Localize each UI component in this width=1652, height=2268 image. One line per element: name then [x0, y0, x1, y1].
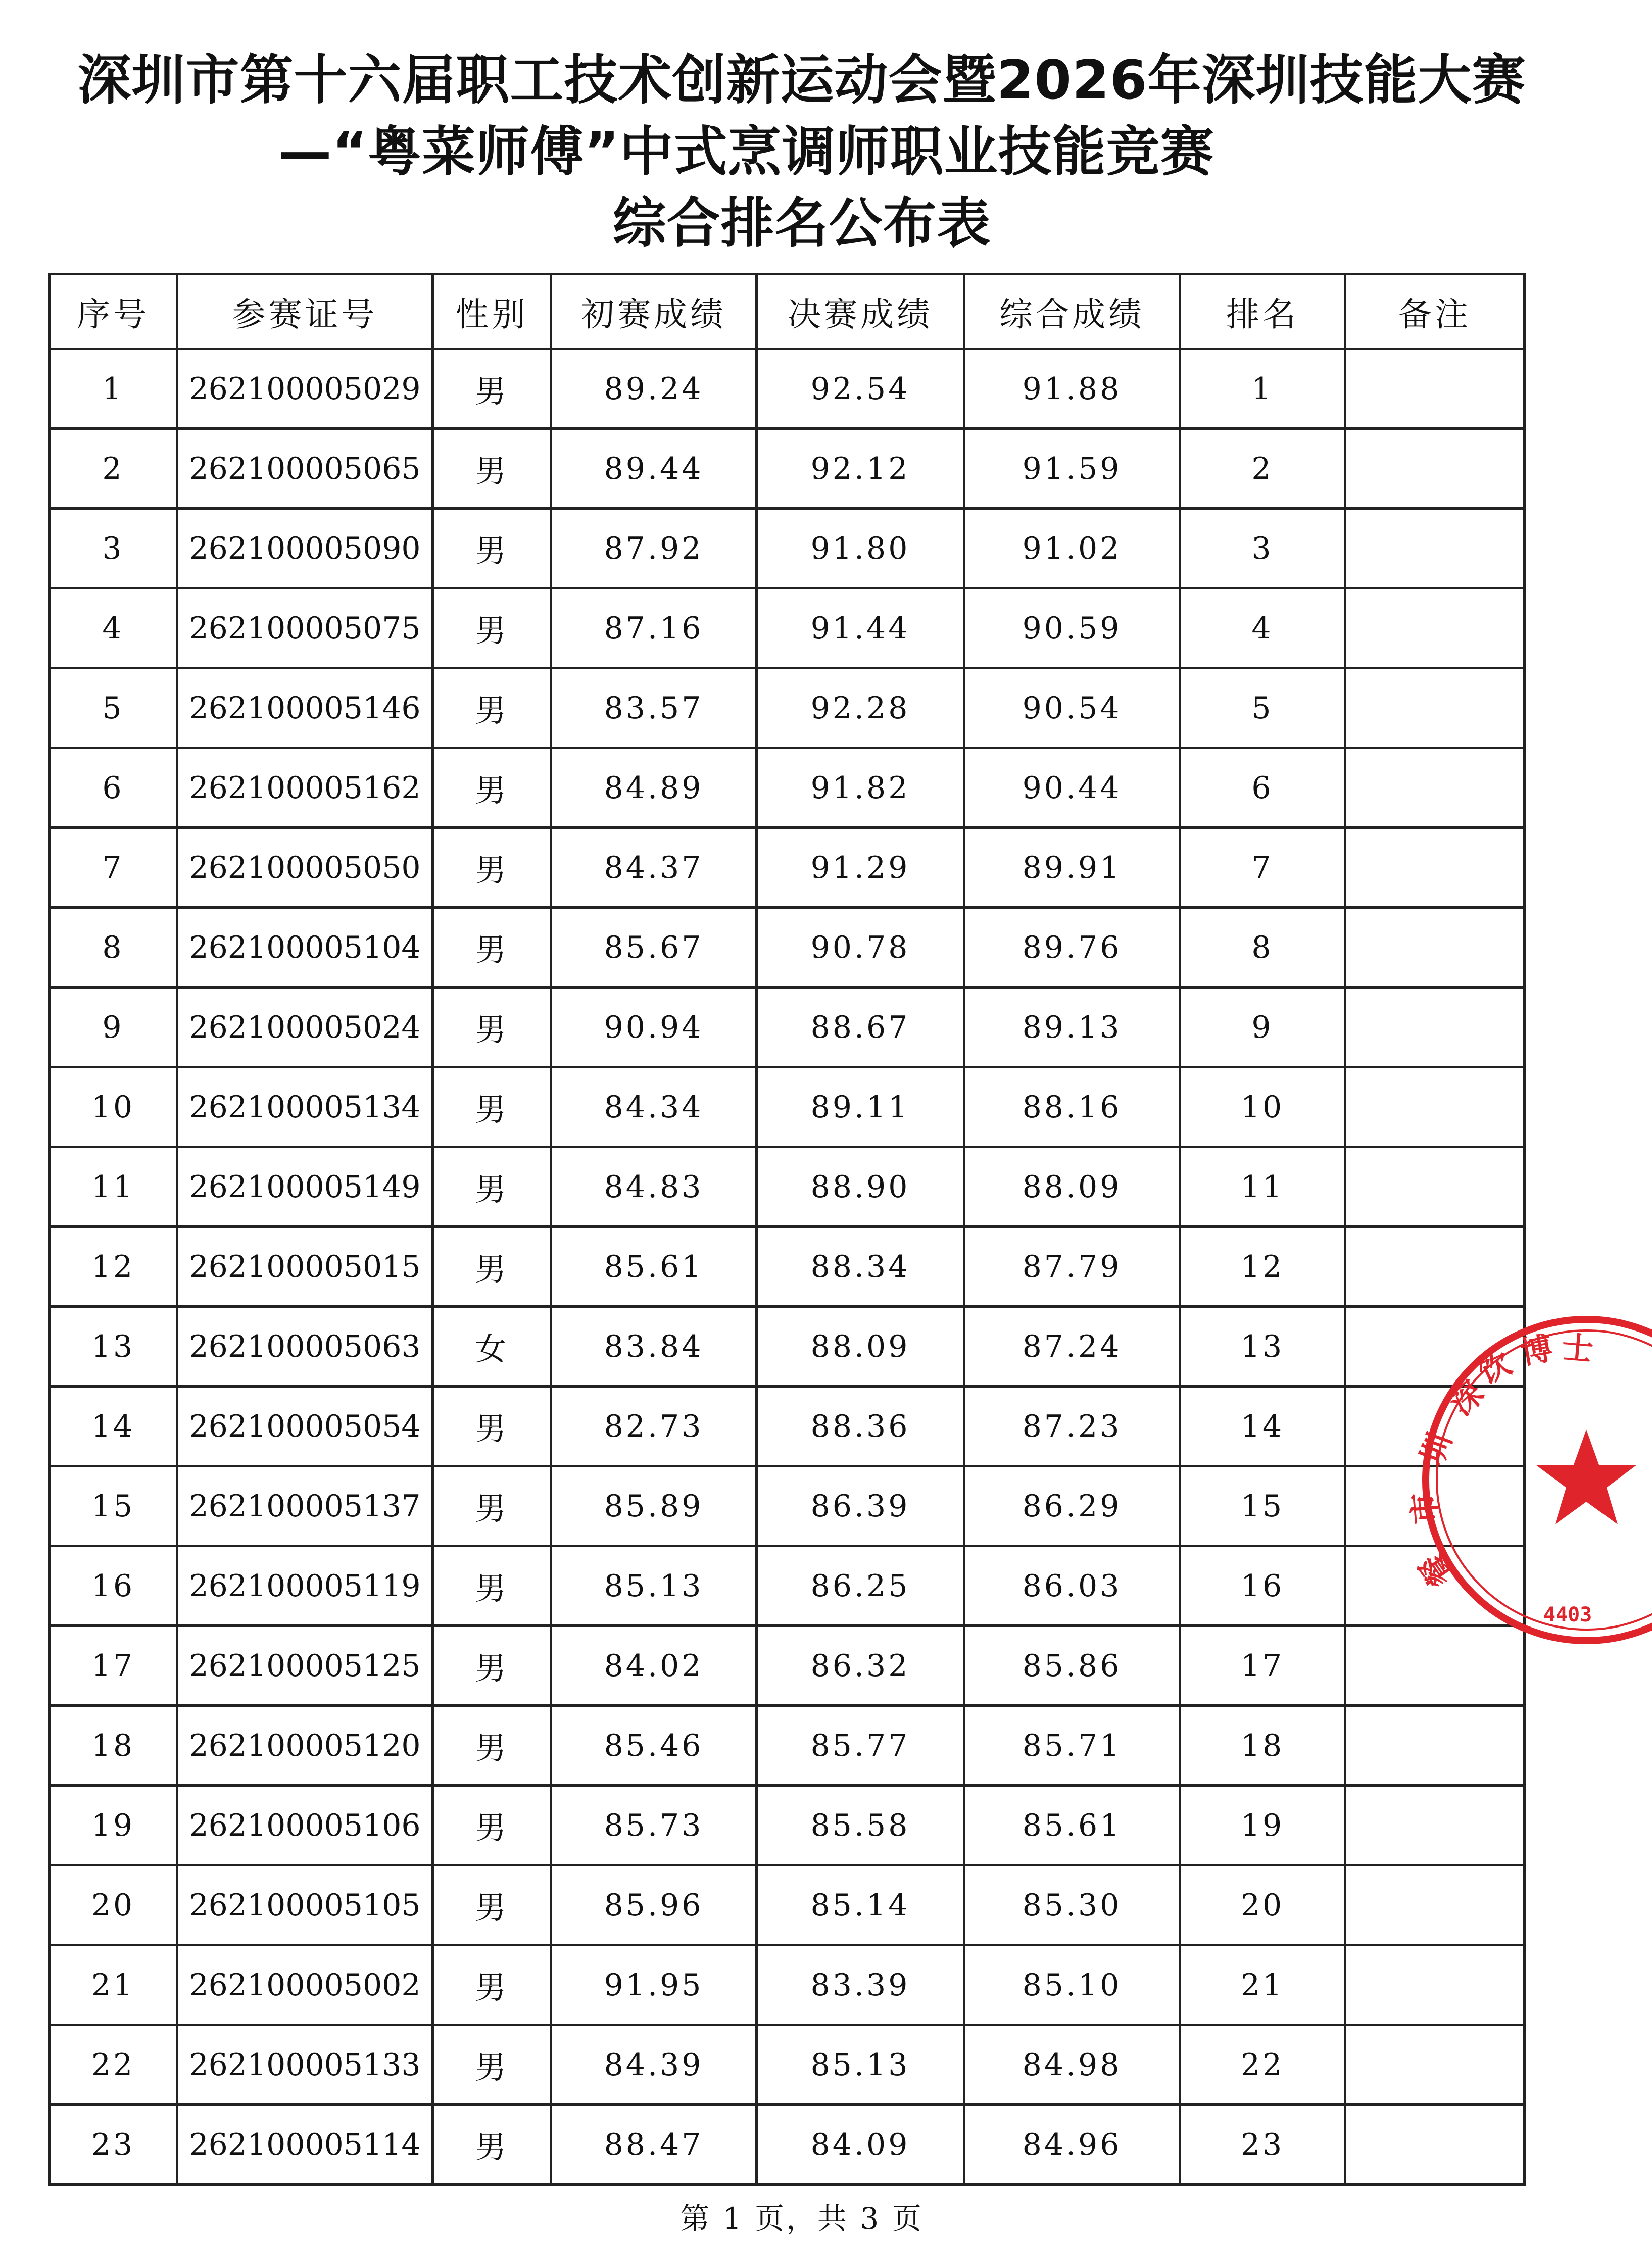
cell-total: 89.13 [964, 988, 1180, 1067]
cell-gender: 男 [433, 1147, 551, 1227]
cell-no: 5 [50, 668, 177, 748]
cell-no: 2 [50, 429, 177, 509]
header-prelim: 初赛成绩 [551, 274, 757, 349]
cell-id: 262100005002 [177, 1945, 433, 2025]
seal-char-3: 市 [1404, 1491, 1444, 1526]
cell-rank: 3 [1180, 509, 1345, 588]
cell-total: 91.02 [964, 509, 1180, 588]
cell-total: 85.86 [964, 1626, 1180, 1706]
cell-final: 88.36 [757, 1387, 964, 1466]
cell-final: 91.44 [757, 588, 964, 668]
cell-note [1345, 2025, 1525, 2105]
cell-note [1345, 908, 1525, 988]
cell-total: 90.54 [964, 668, 1180, 748]
cell-gender: 男 [433, 349, 551, 429]
cell-no: 20 [50, 1865, 177, 1945]
table-row [50, 1786, 1525, 1865]
cell-prelim: 85.89 [551, 1466, 757, 1546]
header-total: 综合成绩 [964, 274, 1180, 349]
cell-id: 262100005104 [177, 908, 433, 988]
cell-total: 85.61 [964, 1786, 1180, 1865]
cell-gender: 女 [433, 1307, 551, 1387]
cell-id: 262100005065 [177, 429, 433, 509]
cell-id: 262100005105 [177, 1865, 433, 1945]
table-row [50, 2025, 1525, 2105]
title-line-3: 综合排名公布表 [612, 192, 991, 255]
cell-no: 19 [50, 1786, 177, 1865]
cell-no: 18 [50, 1706, 177, 1786]
table-row [50, 1307, 1525, 1387]
cell-final: 88.34 [757, 1227, 964, 1307]
cell-no: 13 [50, 1307, 177, 1387]
cell-rank: 22 [1180, 2025, 1345, 2105]
cell-id: 262100005106 [177, 1786, 433, 1865]
cell-no: 23 [50, 2105, 177, 2185]
cell-prelim: 84.34 [551, 1067, 757, 1147]
table-row [50, 828, 1525, 908]
cell-id: 262100005029 [177, 349, 433, 429]
cell-final: 88.67 [757, 988, 964, 1067]
cell-no: 4 [50, 588, 177, 668]
cell-rank: 16 [1180, 1546, 1345, 1626]
cell-final: 85.13 [757, 2025, 964, 2105]
cell-gender: 男 [433, 2025, 551, 2105]
cell-prelim: 91.95 [551, 1945, 757, 2025]
cell-rank: 9 [1180, 988, 1345, 1067]
cell-gender: 男 [433, 1626, 551, 1706]
title-line-1: 深圳市第十六届职工技术创新运动会暨2026年深圳技能大赛 [77, 49, 1526, 111]
cell-final: 92.54 [757, 349, 964, 429]
table-row [50, 429, 1525, 509]
cell-no: 1 [50, 349, 177, 429]
cell-note [1345, 2105, 1525, 2185]
cell-note [1345, 1945, 1525, 2025]
seal-char-4: 餐 [1412, 1547, 1461, 1594]
cell-final: 92.12 [757, 429, 964, 509]
cell-total: 86.29 [964, 1466, 1180, 1546]
cell-total: 86.03 [964, 1546, 1180, 1626]
cell-note [1345, 429, 1525, 509]
table-header-row [50, 274, 1525, 349]
cell-id: 262100005119 [177, 1546, 433, 1626]
cell-id: 262100005149 [177, 1147, 433, 1227]
cell-rank: 23 [1180, 2105, 1345, 2185]
cell-note [1345, 748, 1525, 828]
cell-note [1345, 668, 1525, 748]
cell-total: 84.98 [964, 2025, 1180, 2105]
cell-rank: 6 [1180, 748, 1345, 828]
cell-no: 17 [50, 1626, 177, 1706]
cell-rank: 17 [1180, 1626, 1345, 1706]
cell-final: 90.78 [757, 908, 964, 988]
seal-char-7: 士 [1560, 1328, 1595, 1368]
cell-note [1345, 349, 1525, 429]
table-row [50, 1466, 1525, 1546]
cell-final: 85.14 [757, 1865, 964, 1945]
cell-prelim: 84.83 [551, 1147, 757, 1227]
header-rank: 排名 [1180, 274, 1345, 349]
cell-total: 91.88 [964, 349, 1180, 429]
cell-prelim: 87.16 [551, 588, 757, 668]
cell-note [1345, 1227, 1525, 1307]
cell-no: 6 [50, 748, 177, 828]
seal-char-5: 饮 [1473, 1344, 1517, 1391]
cell-rank: 20 [1180, 1865, 1345, 1945]
cell-total: 88.16 [964, 1067, 1180, 1147]
cell-prelim: 82.73 [551, 1387, 757, 1466]
cell-final: 91.80 [757, 509, 964, 588]
cell-no: 21 [50, 1945, 177, 2025]
cell-id: 262100005090 [177, 509, 433, 588]
cell-note [1345, 1307, 1525, 1387]
cell-final: 86.32 [757, 1626, 964, 1706]
cell-final: 86.39 [757, 1466, 964, 1546]
cell-final: 91.82 [757, 748, 964, 828]
cell-rank: 11 [1180, 1147, 1345, 1227]
cell-prelim: 85.96 [551, 1865, 757, 1945]
cell-final: 88.09 [757, 1307, 964, 1387]
cell-no: 11 [50, 1147, 177, 1227]
cell-rank: 12 [1180, 1227, 1345, 1307]
cell-final: 84.09 [757, 2105, 964, 2185]
ranking-table [48, 273, 1526, 2186]
cell-note [1345, 1706, 1525, 1786]
cell-no: 8 [50, 908, 177, 988]
cell-id: 262100005137 [177, 1466, 433, 1546]
cell-note [1345, 828, 1525, 908]
cell-total: 89.91 [964, 828, 1180, 908]
cell-id: 262100005114 [177, 2105, 433, 2185]
cell-final: 86.25 [757, 1546, 964, 1626]
cell-gender: 男 [433, 2105, 551, 2185]
seal-char-1: 深 [1443, 1374, 1491, 1423]
cell-rank: 10 [1180, 1067, 1345, 1147]
seal-char-2: 圳 [1413, 1427, 1459, 1470]
cell-prelim: 83.84 [551, 1307, 757, 1387]
cell-rank: 13 [1180, 1307, 1345, 1387]
cell-no: 15 [50, 1466, 177, 1546]
cell-prelim: 85.73 [551, 1786, 757, 1865]
cell-note [1345, 1786, 1525, 1865]
cell-note [1345, 1147, 1525, 1227]
cell-no: 3 [50, 509, 177, 588]
cell-gender: 男 [433, 908, 551, 988]
cell-total: 90.44 [964, 748, 1180, 828]
cell-prelim: 84.39 [551, 2025, 757, 2105]
cell-prelim: 85.46 [551, 1706, 757, 1786]
cell-no: 10 [50, 1067, 177, 1147]
cell-id: 262100005050 [177, 828, 433, 908]
seal-char-6: 博 [1518, 1329, 1556, 1371]
cell-no: 22 [50, 2025, 177, 2105]
cell-total: 87.24 [964, 1307, 1180, 1387]
cell-prelim: 85.67 [551, 908, 757, 988]
cell-rank: 4 [1180, 588, 1345, 668]
cell-note [1345, 988, 1525, 1067]
header-id: 参赛证号 [177, 274, 433, 349]
cell-rank: 19 [1180, 1786, 1345, 1865]
cell-total: 90.59 [964, 588, 1180, 668]
table-row [50, 1546, 1525, 1626]
cell-note [1345, 1067, 1525, 1147]
document-title [0, 44, 1604, 260]
cell-gender: 男 [433, 509, 551, 588]
cell-rank: 2 [1180, 429, 1345, 509]
cell-note [1345, 509, 1525, 588]
cell-total: 88.09 [964, 1147, 1180, 1227]
cell-no: 14 [50, 1387, 177, 1466]
cell-gender: 男 [433, 1466, 551, 1546]
table-row [50, 1227, 1525, 1307]
cell-prelim: 87.92 [551, 509, 757, 588]
cell-prelim: 90.94 [551, 988, 757, 1067]
table-row [50, 588, 1525, 668]
cell-final: 88.90 [757, 1147, 964, 1227]
header-no: 序号 [50, 274, 177, 349]
cell-prelim: 84.89 [551, 748, 757, 828]
table-row [50, 1387, 1525, 1466]
cell-note [1345, 1865, 1525, 1945]
cell-final: 92.28 [757, 668, 964, 748]
cell-gender: 男 [433, 1227, 551, 1307]
cell-no: 16 [50, 1546, 177, 1626]
cell-rank: 21 [1180, 1945, 1345, 2025]
cell-gender: 男 [433, 668, 551, 748]
table-row [50, 2105, 1525, 2185]
cell-id: 262100005162 [177, 748, 433, 828]
cell-total: 85.30 [964, 1865, 1180, 1945]
cell-id: 262100005063 [177, 1307, 433, 1387]
cell-id: 262100005120 [177, 1706, 433, 1786]
table-row [50, 748, 1525, 828]
cell-gender: 男 [433, 748, 551, 828]
cell-gender: 男 [433, 588, 551, 668]
cell-note [1345, 1626, 1525, 1706]
cell-gender: 男 [433, 1865, 551, 1945]
cell-id: 262100005133 [177, 2025, 433, 2105]
cell-id: 262100005015 [177, 1227, 433, 1307]
table-row [50, 1626, 1525, 1706]
cell-rank: 14 [1180, 1387, 1345, 1466]
header-note: 备注 [1345, 274, 1525, 349]
header-gender: 性别 [433, 274, 551, 349]
cell-prelim: 84.37 [551, 828, 757, 908]
table-row [50, 988, 1525, 1067]
table-row [50, 1147, 1525, 1227]
table-row [50, 509, 1525, 588]
cell-id: 262100005075 [177, 588, 433, 668]
seal-code: 4403 [1543, 1603, 1592, 1626]
cell-prelim: 85.61 [551, 1227, 757, 1307]
cell-final: 91.29 [757, 828, 964, 908]
cell-id: 262100005024 [177, 988, 433, 1067]
cell-no: 9 [50, 988, 177, 1067]
cell-gender: 男 [433, 1706, 551, 1786]
cell-total: 89.76 [964, 908, 1180, 988]
cell-total: 87.79 [964, 1227, 1180, 1307]
table-row [50, 668, 1525, 748]
cell-note [1345, 588, 1525, 668]
cell-note [1345, 1387, 1525, 1466]
cell-note [1345, 1466, 1525, 1546]
cell-final: 85.58 [757, 1786, 964, 1865]
cell-prelim: 88.47 [551, 2105, 757, 2185]
cell-rank: 1 [1180, 349, 1345, 429]
table-body [50, 349, 1525, 2185]
cell-gender: 男 [433, 1546, 551, 1626]
header-final: 决赛成绩 [757, 274, 964, 349]
cell-gender: 男 [433, 988, 551, 1067]
cell-prelim: 84.02 [551, 1626, 757, 1706]
cell-gender: 男 [433, 429, 551, 509]
cell-total: 85.10 [964, 1945, 1180, 2025]
title-line-2: —“粤菜师傅”中式烹调师职业技能竞赛 [278, 121, 1214, 183]
cell-gender: 男 [433, 1945, 551, 2025]
cell-rank: 15 [1180, 1466, 1345, 1546]
table-row [50, 1067, 1525, 1147]
cell-prelim: 83.57 [551, 668, 757, 748]
cell-id: 262100005054 [177, 1387, 433, 1466]
cell-final: 85.77 [757, 1706, 964, 1786]
cell-total: 84.96 [964, 2105, 1180, 2185]
table-row [50, 908, 1525, 988]
cell-gender: 男 [433, 1067, 551, 1147]
table-row [50, 1865, 1525, 1945]
table-row [50, 1945, 1525, 2025]
cell-gender: 男 [433, 828, 551, 908]
cell-total: 87.23 [964, 1387, 1180, 1466]
cell-rank: 8 [1180, 908, 1345, 988]
cell-note [1345, 1546, 1525, 1626]
cell-gender: 男 [433, 1786, 551, 1865]
cell-final: 83.39 [757, 1945, 964, 2025]
cell-id: 262100005134 [177, 1067, 433, 1147]
cell-rank: 18 [1180, 1706, 1345, 1786]
cell-prelim: 85.13 [551, 1546, 757, 1626]
seal-star-icon [1536, 1429, 1637, 1524]
cell-final: 89.11 [757, 1067, 964, 1147]
cell-total: 91.59 [964, 429, 1180, 509]
cell-no: 12 [50, 1227, 177, 1307]
cell-gender: 男 [433, 1387, 551, 1466]
page-indicator: 第 1 页，共 3 页 [680, 2201, 924, 2236]
cell-no: 7 [50, 828, 177, 908]
table-row [50, 349, 1525, 429]
table-row [50, 1706, 1525, 1786]
cell-total: 85.71 [964, 1706, 1180, 1786]
cell-rank: 5 [1180, 668, 1345, 748]
cell-prelim: 89.44 [551, 429, 757, 509]
cell-id: 262100005146 [177, 668, 433, 748]
cell-prelim: 89.24 [551, 349, 757, 429]
cell-id: 262100005125 [177, 1626, 433, 1706]
cell-rank: 7 [1180, 828, 1345, 908]
